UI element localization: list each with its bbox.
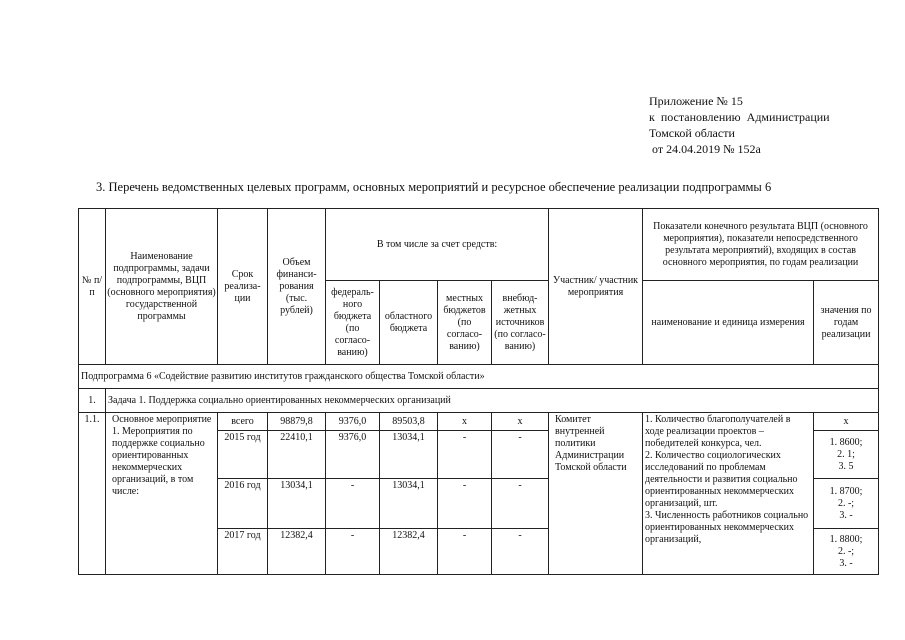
header-ind-name: наименование и единица измерения bbox=[643, 281, 814, 365]
appendix-block bbox=[649, 93, 830, 157]
task-num: 1. bbox=[79, 389, 106, 413]
subprogram-title: Подпрограмма 6 «Содействие развитию институтов гражданского общества Томской области» bbox=[79, 365, 879, 389]
row-local: - bbox=[438, 479, 492, 529]
row-federal: - bbox=[326, 529, 380, 575]
header-ind-values: значения по годам реализации bbox=[814, 281, 879, 365]
activity-indicators: 1. Количество благополучателей в ходе реализации проектов – победителей конкурса, чел. 2. Количество социологических исследований по проблемам деятельности и развития социально ориентированных некоммерческих организаций, шт. 3. Численность работников социально ориентированных некоммерческих организаций, bbox=[643, 413, 814, 575]
header-incl: В том числе за счет средств: bbox=[326, 209, 549, 281]
row-values: 1. 8800; 2. -; 3. - bbox=[814, 529, 879, 575]
header-volume: Объем финанси-рования (тыс. рублей) bbox=[268, 209, 326, 365]
appendix-line-3: Томской области bbox=[649, 126, 735, 140]
task-row bbox=[79, 389, 879, 413]
row-extra: х bbox=[492, 413, 549, 431]
activity-name: Основное мероприятие 1. Мероприятия по поддержке социально ориентированных некоммерческих организаций, в том числе: bbox=[106, 413, 218, 575]
row-local: х bbox=[438, 413, 492, 431]
row-term: всего bbox=[218, 413, 268, 431]
activity-num: 1.1. bbox=[79, 413, 106, 575]
header-row-1 bbox=[79, 209, 879, 281]
row-federal: - bbox=[326, 479, 380, 529]
row-volume: 22410,1 bbox=[268, 431, 326, 479]
row-regional: 13034,1 bbox=[380, 431, 438, 479]
header-participant: Участник/ участник мероприятия bbox=[549, 209, 643, 365]
header-name: Наименование подпрограммы, задачи подпрограммы, ВЦП (основного мероприятия) государственной программы bbox=[106, 209, 218, 365]
row-federal: 9376,0 bbox=[326, 413, 380, 431]
row-values: 1. 8700; 2. -; 3. - bbox=[814, 479, 879, 529]
row-extra: - bbox=[492, 529, 549, 575]
row-regional: 89503,8 bbox=[380, 413, 438, 431]
row-term: 2016 год bbox=[218, 479, 268, 529]
appendix-line-2: к постановлению Администрации bbox=[649, 110, 830, 124]
appendix-line-1: Приложение № 15 bbox=[649, 94, 743, 108]
header-extra: внебюд-жетных источников (по согласо-ванию) bbox=[492, 281, 549, 365]
row-volume: 12382,4 bbox=[268, 529, 326, 575]
row-values: х bbox=[814, 413, 879, 431]
row-volume: 13034,1 bbox=[268, 479, 326, 529]
appendix-line-4: от 24.04.2019 № 152а bbox=[649, 142, 761, 156]
task-text: Задача 1. Поддержка социально ориентированных некоммерческих организаций bbox=[106, 389, 879, 413]
header-federal: федераль-ного бюджета (по согласо-ванию) bbox=[326, 281, 380, 365]
activity-row-total bbox=[79, 413, 879, 431]
row-regional: 12382,4 bbox=[380, 529, 438, 575]
row-extra: - bbox=[492, 479, 549, 529]
header-num: № п/п bbox=[79, 209, 106, 365]
row-federal: 9376,0 bbox=[326, 431, 380, 479]
activity-participant: Комитет внутренней политики Администрации Томской области bbox=[549, 413, 643, 575]
row-local: - bbox=[438, 529, 492, 575]
row-term: 2017 год bbox=[218, 529, 268, 575]
header-indicators: Показатели конечного результата ВЦП (основного мероприятия), показатели непосредственного результата мероприятий), входящих в состав основного мероприятия, по годам реализации bbox=[643, 209, 879, 281]
document-title: 3. Перечень ведомственных целевых программ, основных мероприятий и ресурсное обеспечение реализации подпрограммы 6 bbox=[96, 180, 772, 194]
row-extra: - bbox=[492, 431, 549, 479]
row-local: - bbox=[438, 431, 492, 479]
program-table bbox=[78, 208, 879, 575]
header-local: местных бюджетов (по согласо-ванию) bbox=[438, 281, 492, 365]
row-values: 1. 8600; 2. 1; 3. 5 bbox=[814, 431, 879, 479]
row-volume: 98879,8 bbox=[268, 413, 326, 431]
row-term: 2015 год bbox=[218, 431, 268, 479]
subprogram-row bbox=[79, 365, 879, 389]
row-regional: 13034,1 bbox=[380, 479, 438, 529]
header-term: Срок реализа-ции bbox=[218, 209, 268, 365]
header-regional: областного бюджета bbox=[380, 281, 438, 365]
